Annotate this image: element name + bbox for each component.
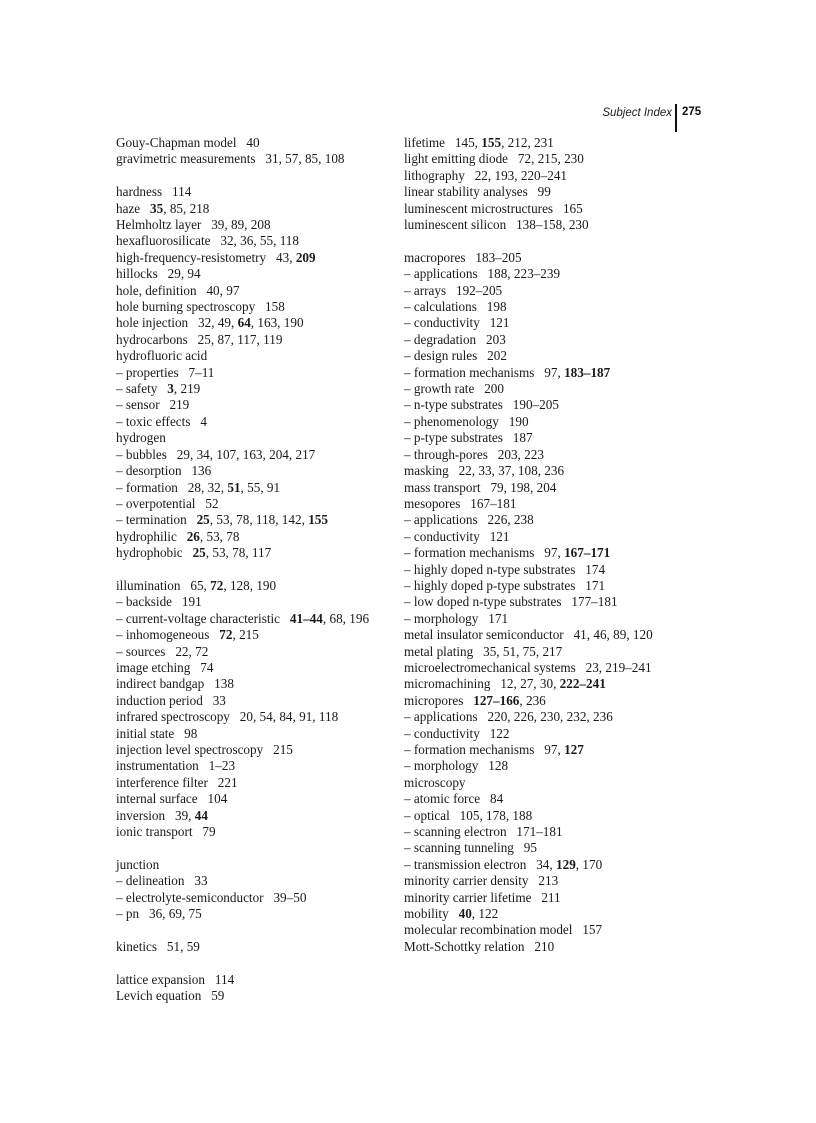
bold-page-ref: 72 [210,577,224,593]
bold-page-ref: 167–171 [564,545,611,561]
bold-page-ref: 129 [556,856,576,872]
index-entry [404,873,689,889]
entry-text: Mott-Schottky relation 210 [404,938,555,954]
index-entry [404,512,689,528]
entry-text: kinetics 51, 59 [116,938,200,954]
index-entry [116,972,386,988]
index-entry [404,266,689,282]
entry-text: – current-voltage characteristic [116,610,290,626]
entry-text: molecular recombination model 157 [404,922,603,938]
entry-text: macropores 183–205 [404,249,522,265]
entry-text: – scanning tunneling 95 [404,840,537,856]
entry-text: – morphology 171 [404,610,509,626]
entry-text: – highly doped p-type substrates 171 [404,577,606,593]
entry-text: – optical 105, 178, 188 [404,807,533,823]
entry-text: – properties 7–11 [116,364,215,380]
index-entry [116,447,386,463]
entry-text: – through-pores 203, 223 [404,446,544,462]
index-entry [404,381,689,397]
entry-text: hydrophilic [116,528,187,544]
entry-text: luminescent microstructures 165 [404,200,583,216]
entry-text: injection level spectroscopy 215 [116,742,293,757]
index-entry [404,660,689,676]
entry-text: , 122 [471,906,499,922]
entry-text: mobility [404,906,459,922]
index-entry [116,660,386,676]
entry-text: inversion 39, [116,807,195,823]
index-entry [116,151,386,167]
bold-page-ref: 25 [192,545,206,561]
running-head-title: Subject Index [602,107,672,119]
entry-text: lithography 22, 193, 220–241 [404,167,568,183]
entry-text: microscopy [404,774,466,790]
entry-text: hydrophobic [116,545,193,561]
index-entry [404,758,689,774]
index-entry [116,824,386,840]
entry-text: linear stability analyses 99 [404,184,551,200]
index-entry [404,151,689,167]
index-entry [404,414,689,430]
entry-text: – atomic force 84 [404,791,504,807]
index-entry [116,299,386,315]
entry-text: – conductivity 121 [404,528,510,544]
running-head [590,104,708,132]
entry-text: , 53, 78, 118, 142, [209,512,309,528]
entry-text: – backside 191 [116,594,202,610]
index-entry [404,315,689,331]
index-entry [116,627,386,643]
index-entry [404,726,689,742]
entry-text: – conductivity 122 [404,725,510,741]
entry-text: induction period 33 [116,692,226,708]
index-entry [404,594,689,610]
entry-text: – p-type substrates 187 [404,430,533,446]
index-entry [116,397,386,413]
entry-text: , 85, 218 [163,200,210,216]
entry-text: junction [116,856,160,872]
entry-text: microelectromechanical systems 23, 219–241 [404,659,652,675]
entry-text: hydrofluoric acid [116,348,208,364]
index-entry [404,693,689,709]
index-entry [116,463,386,479]
index-entry [404,808,689,824]
bold-page-ref: 41–44 [289,610,323,626]
index-entry [404,840,689,856]
entry-text: gravimetric measurements 31, 57, 85, 108 [116,151,345,167]
index-entry [404,939,689,955]
entry-text: – scanning electron 171–181 [404,824,563,840]
entry-text: haze [116,200,151,216]
index-entry [116,496,386,512]
index-entry [116,512,386,528]
entry-text: – low doped n-type substrates 177–181 [404,594,618,610]
entry-text: , 219 [173,381,201,397]
entry-text: , 236 [519,692,546,708]
index-entry [116,906,386,922]
entry-text: mass transport 79, 198, 204 [404,479,557,495]
entry-text: Gouy-Chapman model 40 [116,135,260,150]
index-entry [404,217,689,233]
bold-page-ref: 127–166 [473,692,520,708]
entry-text: hexafluorosilicate 32, 36, 55, 118 [116,233,299,249]
index-entry [116,266,386,282]
index-entry [116,250,386,266]
index-entry [404,742,689,758]
index-entry [404,397,689,413]
entry-text: , 212, 231 [501,135,554,150]
index-entry [404,529,689,545]
entry-text: – overpotential 52 [116,495,219,511]
entry-text: – design rules 202 [404,348,507,364]
index-entry [116,775,386,791]
index-entry [116,184,386,200]
entry-text: – degradation 203 [404,331,506,347]
index-entry [404,184,689,200]
entry-text: hole burning spectroscopy 158 [116,299,285,315]
bold-page-ref: 209 [295,249,316,265]
entry-gap [404,233,689,249]
entry-text: – conductivity 121 [404,315,510,331]
index-entry [404,644,689,660]
index-entry [116,233,386,249]
entry-text: infrared spectroscopy 20, 54, 84, 91, 118 [116,709,339,725]
entry-text: – applications 226, 238 [404,512,534,528]
index-entry [404,545,689,561]
entry-text: – calculations 198 [404,299,507,315]
index-entry [116,791,386,807]
bold-page-ref: 26 [186,528,200,544]
index-entry [404,824,689,840]
index-entry [404,299,689,315]
entry-text: – electrolyte-semiconductor 39–50 [116,889,307,905]
bold-page-ref: 183–187 [564,364,611,380]
entry-text: initial state 98 [116,725,198,741]
entry-text: lattice expansion 114 [116,971,235,987]
index-entry [404,562,689,578]
running-head-rule [675,104,677,132]
entry-text: , 55, 91 [240,479,281,495]
index-entry [116,480,386,496]
entry-text: image etching 74 [116,659,214,675]
index-entry [116,693,386,709]
entry-text: , 128, 190 [223,577,277,593]
entry-text: illumination 65, [116,577,211,593]
index-entry [116,758,386,774]
index-entry [116,676,386,692]
entry-text: Helmholtz layer 39, 89, 208 [116,217,271,233]
index-entry [404,775,689,791]
index-entry [404,480,689,496]
index-entry [404,283,689,299]
index-entry [116,726,386,742]
index-entry [116,873,386,889]
bold-page-ref: 127 [564,742,584,758]
index-entry [404,348,689,364]
index-entry [404,611,689,627]
entry-text: luminescent silicon 138–158, 230 [404,217,589,233]
entry-text: – inhomogeneous [116,627,220,643]
entry-text: – bubbles 29, 34, 107, 163, 204, 217 [116,446,316,462]
entry-text: masking 22, 33, 37, 108, 236 [404,463,565,479]
entry-text: – sources 22, 72 [116,643,209,659]
entry-text: – formation mechanisms 97, [404,545,565,561]
index-entry [404,676,689,692]
index-column-left [116,135,386,1004]
index-entry [404,201,689,217]
index-entry [116,808,386,824]
entry-text: – n-type substrates 190–205 [404,397,559,413]
index-entry [116,709,386,725]
bold-page-ref: 222–241 [559,676,606,692]
index-entry [404,168,689,184]
index-entry [116,742,386,758]
entry-text: lifetime 145, [404,135,482,150]
bold-page-ref: 35 [150,200,164,216]
index-entry [404,709,689,725]
entry-text: – pn 36, 69, 75 [116,906,202,922]
entry-text: micromachining 12, 27, 30, [404,676,560,692]
bold-page-ref: 64 [237,315,251,331]
index-entry [404,791,689,807]
index-entry [404,578,689,594]
index-entry [116,348,386,364]
entry-text: indirect bandgap 138 [116,676,234,692]
index-entry [116,283,386,299]
entry-text: hole, definition 40, 97 [116,282,240,298]
entry-text: Levich equation 59 [116,988,225,1004]
entry-text: hardness 114 [116,184,192,200]
bold-page-ref: 40 [458,906,472,922]
entry-text: light emitting diode 72, 215, 230 [404,151,584,167]
entry-text: – sensor 219 [116,397,190,413]
entry-text: minority carrier lifetime 211 [404,889,561,905]
index-entry [404,135,689,151]
index-entry [116,430,386,446]
index-entry [404,332,689,348]
entry-text: , 53, 78, 117 [205,545,272,561]
entry-text: micropores [404,692,474,708]
index-entry [116,381,386,397]
index-entry [116,332,386,348]
index-entry [116,365,386,381]
entry-text: internal surface 104 [116,791,228,807]
index-entry [116,201,386,217]
entry-text: – formation 28, 32, [116,479,228,495]
page-number: 275 [682,106,702,118]
index-entry [404,447,689,463]
index-entry [116,644,386,660]
bold-page-ref: 25 [196,512,210,528]
entry-gap [116,168,386,184]
entry-text: mesopores 167–181 [404,495,517,511]
entry-text: – growth rate 200 [404,381,504,397]
entry-text: – toxic effects 4 [116,413,207,429]
entry-text: – morphology 128 [404,758,509,774]
index-entry [116,857,386,873]
index-column-right [404,135,689,955]
entry-text: minority carrier density 213 [404,873,559,889]
index-entry [404,906,689,922]
bold-page-ref: 155 [308,512,328,528]
index-entry [404,857,689,873]
entry-text: hydrogen [116,430,166,446]
entry-text: – desorption 136 [116,463,212,479]
entry-text: – highly doped n-type substrates 174 [404,561,606,577]
index-entry [116,890,386,906]
entry-gap [116,840,386,856]
index-entry [116,315,386,331]
index-entry [116,529,386,545]
index-entry [404,430,689,446]
index-entry [404,365,689,381]
bold-page-ref: 3 [167,381,174,397]
bold-page-ref: 51 [227,479,241,495]
index-entry [116,611,386,627]
index-entry [404,496,689,512]
bold-page-ref: 72 [219,627,233,643]
entry-text: metal plating 35, 51, 75, 217 [404,643,563,659]
entry-text: – formation mechanisms 97, [404,364,565,380]
bold-page-ref: 155 [481,135,502,150]
entry-text: – safety [116,381,168,397]
entry-text: – applications 188, 223–239 [404,266,561,282]
entry-text: , 53, 78 [199,528,240,544]
entry-text: high-frequency-resistometry 43, [116,249,296,265]
entry-gap [116,955,386,971]
entry-gap [116,922,386,938]
index-entry [116,414,386,430]
entry-text: metal insulator semiconductor 41, 46, 89, 120 [404,627,653,643]
entry-text: – applications 220, 226, 230, 232, 236 [404,709,613,725]
entry-text: – arrays 192–205 [404,282,503,298]
index-entry [404,922,689,938]
entry-text: – transmission electron 34, [404,856,556,872]
entry-text: interference filter 221 [116,774,238,790]
entry-gap [116,562,386,578]
index-entry [404,250,689,266]
entry-text: instrumentation 1–23 [116,758,236,774]
entry-text: , 68, 196 [322,610,370,626]
index-entry [116,578,386,594]
entry-text: , 215 [232,627,259,643]
entry-text: , 163, 190 [250,315,304,331]
entry-text: – delineation 33 [116,873,208,889]
index-entry [116,135,386,151]
entry-text: , 170 [575,856,603,872]
bold-page-ref: 44 [194,807,208,823]
entry-text: ionic transport 79 [116,824,216,840]
index-entry [116,594,386,610]
index-entry [116,988,386,1004]
entry-text: hydrocarbons 25, 87, 117, 119 [116,331,283,347]
entry-text: – formation mechanisms 97, [404,742,565,758]
index-entry [116,545,386,561]
entry-text: – phenomenology 190 [404,413,529,429]
entry-text: – termination [116,512,197,528]
index-entry [116,217,386,233]
index-entry [404,890,689,906]
index-entry [404,627,689,643]
index-entry [404,463,689,479]
index-entry [116,939,386,955]
entry-text: hillocks 29, 94 [116,266,201,282]
entry-text: hole injection 32, 49, [116,315,238,331]
